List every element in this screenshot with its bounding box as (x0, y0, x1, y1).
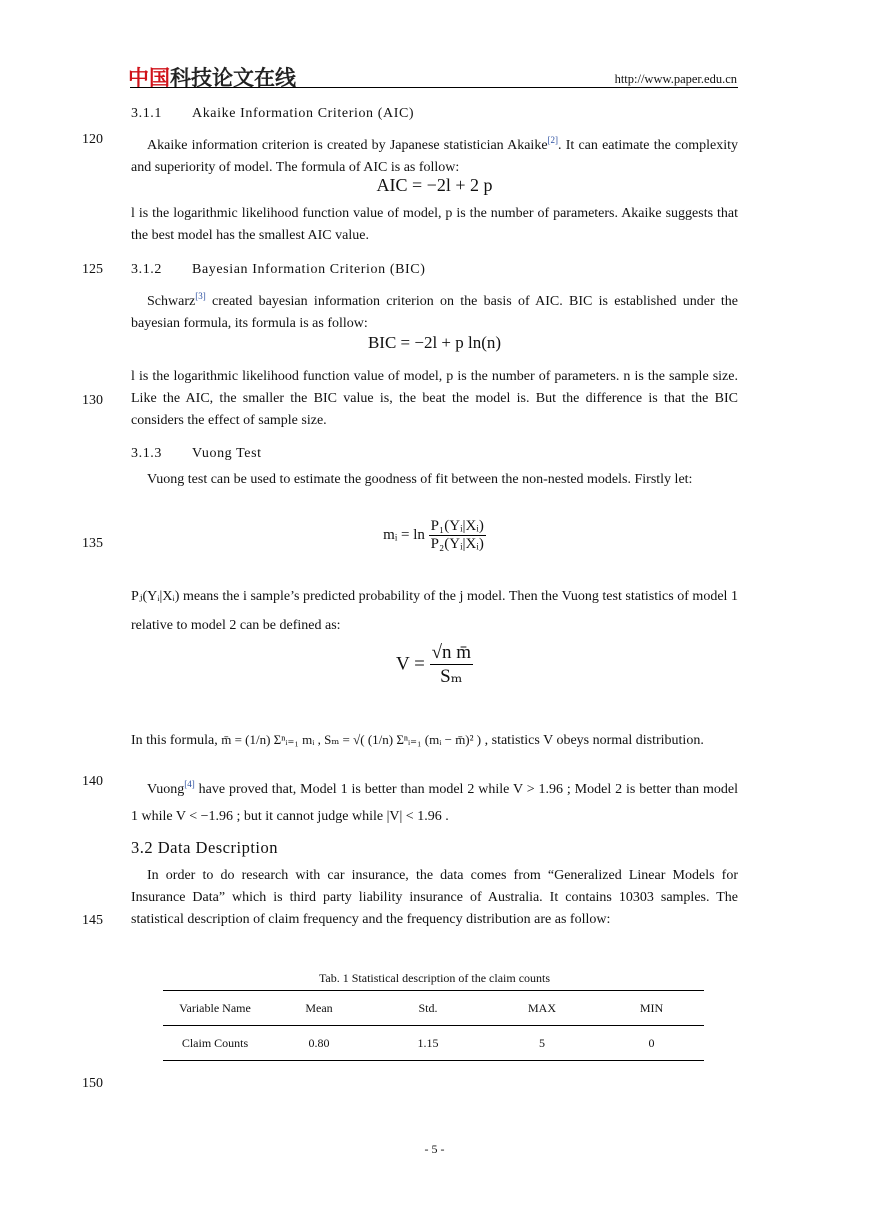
section-number: 3.1.3 (131, 446, 162, 461)
paragraph-vuong-intro: Vuong test can be used to estimate the goodness of fit between the non-nested models. Firstly let: (147, 472, 693, 487)
logo-dark-text: 科技论文在线 (170, 66, 296, 90)
citation-3[interactable]: [3] (195, 291, 206, 301)
fraction-denominator: Sₘ (440, 666, 463, 687)
section-heading-data: 3.2 Data Description (131, 838, 279, 857)
header-url: http://www.paper.edu.cn (614, 72, 737, 86)
equation-mi (131, 518, 738, 553)
text-span: Vuong (147, 782, 185, 797)
table-caption: Tab. 1 Statistical description of the claim counts (318, 971, 551, 985)
text-span: . It can eatimate the complexity and superiority of model. The formula of AIC is as follow: (131, 138, 738, 175)
table-row (163, 1026, 704, 1061)
table-cell: 0 (599, 1026, 704, 1061)
logo-red-text: 中国 (128, 66, 170, 90)
line-number-135: 135 (82, 536, 103, 551)
citation-2[interactable]: [2] (547, 135, 559, 145)
table-header-cell: Std. (371, 991, 485, 1026)
table-header-cell: Mean (267, 991, 371, 1026)
fraction-numerator: P₁(Yᵢ|Xᵢ) (430, 518, 484, 534)
fraction-numerator: √n m̄ (431, 642, 472, 663)
table-header-cell: Variable Name (163, 991, 267, 1026)
equation-fraction (430, 642, 473, 688)
equation-lhs: mᵢ = ln (383, 526, 425, 543)
section-number: 3.1.2 (131, 262, 162, 277)
equation-bic: BIC = −2l + p ln(n) (367, 333, 502, 352)
fraction-denominator: P₂(Yᵢ|Xᵢ) (430, 536, 484, 552)
paragraph-data: In order to do research with car insurance, the data comes from “Generalized Linear Models for Insurance Data” which is third party liability insurance of Australia. It contains 10303 samples. The statistical description of claim frequency and the frequency distribution are as follow: (131, 868, 738, 927)
line-number-150: 150 (82, 1076, 103, 1091)
text-span: In this formula, (131, 733, 222, 748)
paragraph-aic-intro (131, 129, 738, 179)
section-heading-aic (131, 106, 414, 122)
line-number-145: 145 (82, 913, 103, 928)
paragraph-formula-defs (131, 729, 738, 752)
table-cell: 0.80 (267, 1026, 371, 1061)
section-heading-bic (131, 262, 426, 278)
section-title: Vuong Test (192, 446, 262, 461)
line-number-130: 130 (82, 393, 103, 408)
claim-counts-table (163, 990, 704, 1061)
text-span: created bayesian information criterion on the basis of AIC. BIC is established under the bayesian formula, its formula is as follow: (131, 294, 738, 331)
section-number: 3.1.1 (131, 106, 162, 121)
section-heading-vuong (131, 446, 262, 462)
paragraph-aic-explain: l is the logarithmic likelihood function value of model, p is the number of parameters. Akaike suggests that the best model has the smallest AIC value. (131, 206, 738, 243)
line-number-120: 120 (82, 132, 103, 147)
section-title: Bayesian Information Criterion (BIC) (192, 262, 426, 277)
paragraph-bic-intro (131, 285, 738, 335)
citation-4[interactable]: [4] (184, 779, 195, 789)
equation-aic: AIC = −2l + 2 p (376, 175, 493, 195)
paragraph-vuong-prob (131, 582, 738, 640)
equation-fraction (429, 518, 486, 553)
text-span: have proved that, Model 1 is better than model 2 while V > 1.96 ; Model 2 is better than model 1 while V < −1.96 ; but it cannot judge while |V| < 1.96 . (131, 782, 738, 824)
paragraph-bic-explain: l is the logarithmic likelihood function value of model, p is the number of parameters. n is the sample size. Like the AIC, the smaller the BIC value is, the beat the model is. But the difference is that the BIC considers the effect of sample size. (131, 369, 738, 428)
text-span: means the i sample’s predicted probability of the j model. Then the Vuong test statistics of model 1 relative to model 2 can be defined as: (131, 589, 738, 633)
line-number-140: 140 (82, 774, 103, 789)
paragraph-vuong-result (131, 771, 738, 830)
table-cell: 1.15 (371, 1026, 485, 1061)
text-span: Schwarz (147, 294, 196, 309)
table-header-row (163, 991, 704, 1026)
section-title: Akaike Information Criterion (AIC) (192, 106, 415, 121)
page-number: - 5 - (424, 1142, 445, 1156)
line-number-125: 125 (82, 262, 103, 277)
table-header-cell: MIN (599, 991, 704, 1026)
formula-definitions: m̄ = (1/n) Σⁿᵢ₌₁ mᵢ , Sₘ = √( (1/n) Σⁿᵢ₌₁ (mᵢ − m̄)² ) (221, 732, 482, 747)
table-cell: Claim Counts (163, 1026, 267, 1061)
header-rule (130, 87, 738, 88)
text-span: Akaike information criterion is created by Japanese statistician Akaike (147, 138, 548, 153)
probability-expression: Pⱼ(Yᵢ|Xᵢ) (131, 589, 180, 604)
text-span: , statistics V obeys normal distribution. (481, 733, 704, 748)
equation-v (131, 642, 738, 688)
table-cell: 5 (485, 1026, 599, 1061)
equation-lhs: V = (395, 653, 425, 675)
table-header-cell: MAX (485, 991, 599, 1026)
